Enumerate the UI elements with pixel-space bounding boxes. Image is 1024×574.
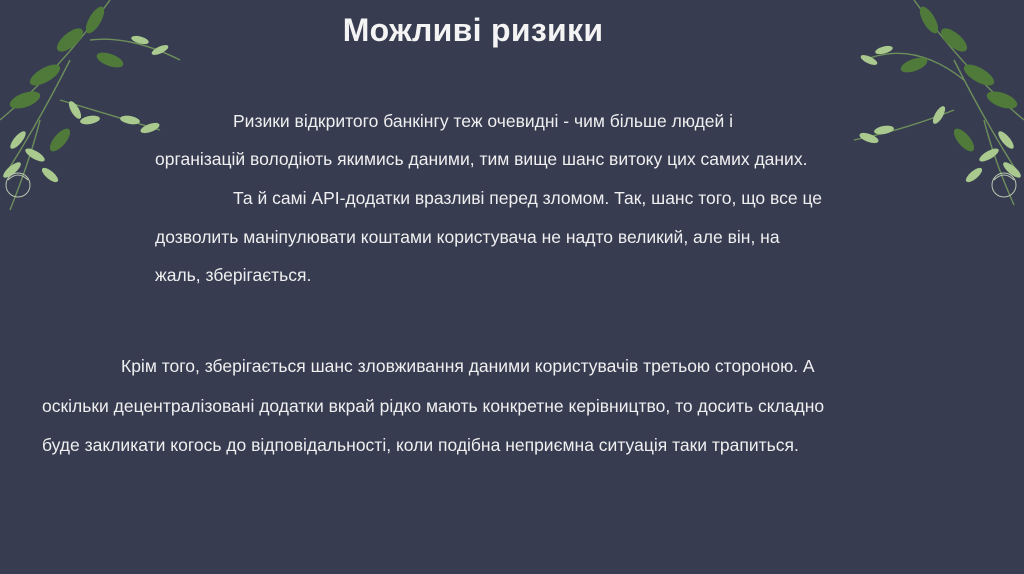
paragraph-line: буде закликати когось до відповідальності, коли подібна неприємна ситуація таки трапиться. (42, 435, 799, 455)
paragraph-line: Крім того, зберігається шанс зловживання даними користувачів третьою стороною. А (121, 356, 815, 376)
paragraph-line: оскільки децентралізовані додатки вкрай рідко мають конкретне керівництво, то досить складно (42, 396, 825, 416)
slide-title: Можливі ризики (342, 12, 604, 48)
paragraph-line: організацій володіють якимись даними, тим вище шанс витоку цих самих даних. (155, 149, 808, 169)
paragraph-line: жаль, зберігається. (155, 265, 312, 285)
paragraph-line: Та й самі API-додатки вразливі перед зломом. Так, шанс того, що все це (233, 188, 823, 208)
paragraph-line: Ризики відкритого банкінгу теж очевидні - чим більше людей і (233, 111, 734, 131)
paragraph-line: дозволить маніпулювати коштами користувача не надто великий, але він, на (155, 227, 780, 247)
